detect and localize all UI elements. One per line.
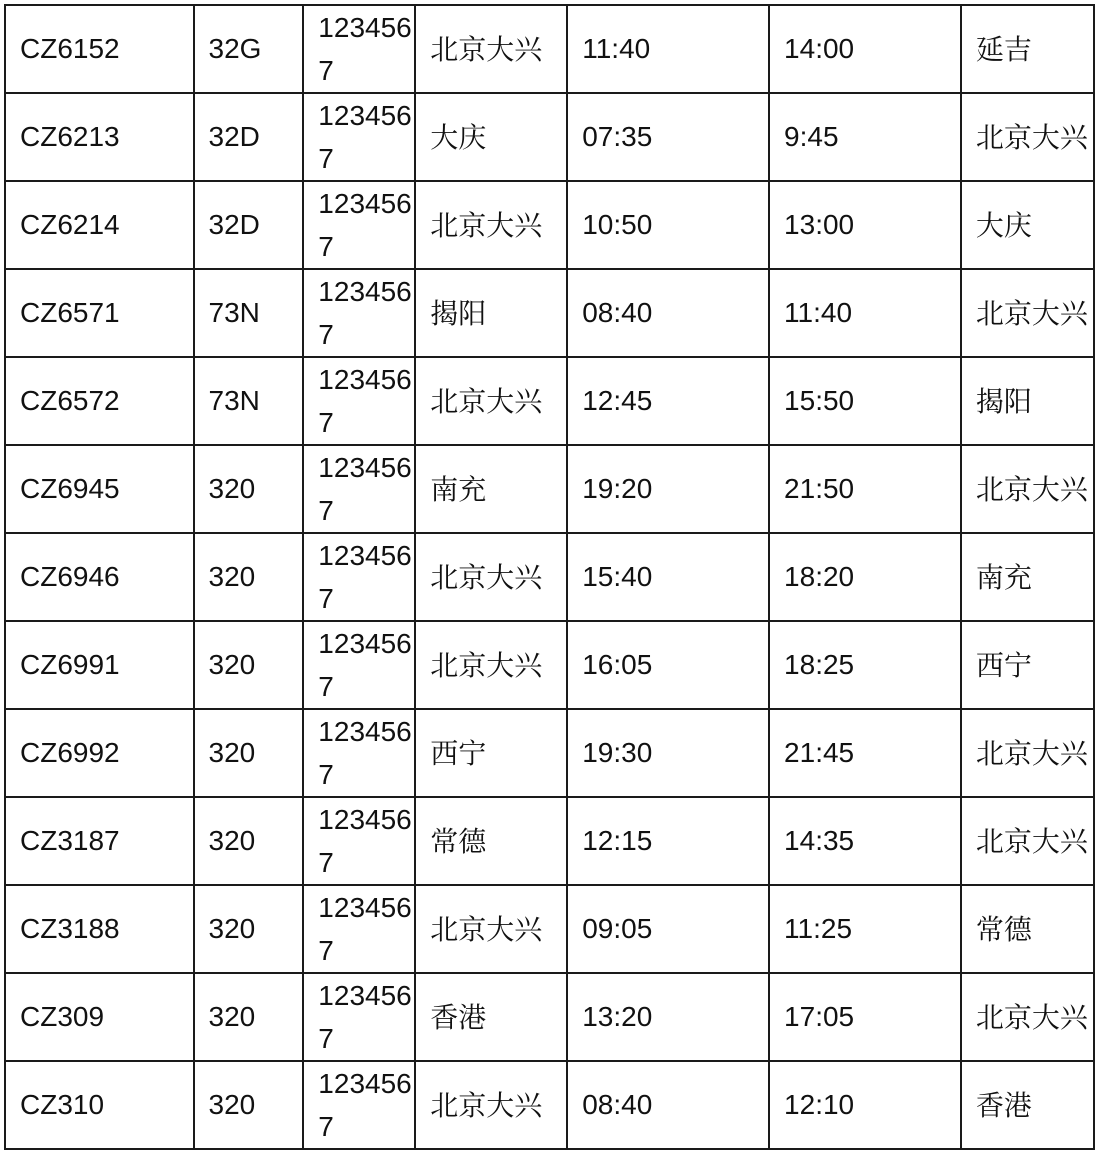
departure-time-cell: 13:20 bbox=[567, 973, 769, 1061]
destination-cell: 北京大兴 bbox=[961, 709, 1094, 797]
aircraft-type-cell: 320 bbox=[194, 973, 304, 1061]
arrival-time-cell: 13:00 bbox=[769, 181, 961, 269]
table-row bbox=[5, 357, 1094, 445]
destination-cell: 南充 bbox=[961, 533, 1094, 621]
origin-cell: 西宁 bbox=[415, 709, 567, 797]
table-row bbox=[5, 885, 1094, 973]
departure-time-cell: 08:40 bbox=[567, 269, 769, 357]
flight-number-cell: CZ6214 bbox=[5, 181, 194, 269]
origin-cell: 北京大兴 bbox=[415, 357, 567, 445]
destination-cell: 延吉 bbox=[961, 5, 1094, 93]
flight-number-cell: CZ6946 bbox=[5, 533, 194, 621]
arrival-time-cell: 21:50 bbox=[769, 445, 961, 533]
aircraft-type-cell: 320 bbox=[194, 885, 304, 973]
destination-cell: 西宁 bbox=[961, 621, 1094, 709]
operating-days-cell: 1234567 bbox=[303, 885, 415, 973]
departure-time-cell: 10:50 bbox=[567, 181, 769, 269]
origin-cell: 揭阳 bbox=[415, 269, 567, 357]
operating-days-cell: 1234567 bbox=[303, 5, 415, 93]
operating-days-cell: 1234567 bbox=[303, 445, 415, 533]
arrival-time-cell: 11:25 bbox=[769, 885, 961, 973]
origin-cell: 北京大兴 bbox=[415, 5, 567, 93]
operating-days-cell: 1234567 bbox=[303, 533, 415, 621]
arrival-time-cell: 18:20 bbox=[769, 533, 961, 621]
operating-days-cell: 1234567 bbox=[303, 269, 415, 357]
destination-cell: 北京大兴 bbox=[961, 797, 1094, 885]
flight-number-cell: CZ309 bbox=[5, 973, 194, 1061]
origin-cell: 北京大兴 bbox=[415, 621, 567, 709]
origin-cell: 大庆 bbox=[415, 93, 567, 181]
origin-cell: 香港 bbox=[415, 973, 567, 1061]
aircraft-type-cell: 320 bbox=[194, 621, 304, 709]
flight-number-cell: CZ3188 bbox=[5, 885, 194, 973]
origin-cell: 北京大兴 bbox=[415, 181, 567, 269]
departure-time-cell: 07:35 bbox=[567, 93, 769, 181]
aircraft-type-cell: 320 bbox=[194, 445, 304, 533]
table-row bbox=[5, 709, 1094, 797]
aircraft-type-cell: 320 bbox=[194, 533, 304, 621]
aircraft-type-cell: 320 bbox=[194, 709, 304, 797]
destination-cell: 北京大兴 bbox=[961, 93, 1094, 181]
origin-cell: 南充 bbox=[415, 445, 567, 533]
aircraft-type-cell: 320 bbox=[194, 797, 304, 885]
arrival-time-cell: 17:05 bbox=[769, 973, 961, 1061]
table-row bbox=[5, 973, 1094, 1061]
destination-cell: 北京大兴 bbox=[961, 445, 1094, 533]
origin-cell: 北京大兴 bbox=[415, 885, 567, 973]
departure-time-cell: 12:45 bbox=[567, 357, 769, 445]
destination-cell: 大庆 bbox=[961, 181, 1094, 269]
table-row bbox=[5, 269, 1094, 357]
destination-cell: 香港 bbox=[961, 1061, 1094, 1149]
table-row bbox=[5, 181, 1094, 269]
table-row bbox=[5, 1061, 1094, 1149]
operating-days-cell: 1234567 bbox=[303, 357, 415, 445]
table-row bbox=[5, 445, 1094, 533]
flight-number-cell: CZ6213 bbox=[5, 93, 194, 181]
flight-number-cell: CZ6152 bbox=[5, 5, 194, 93]
departure-time-cell: 09:05 bbox=[567, 885, 769, 973]
operating-days-cell: 1234567 bbox=[303, 709, 415, 797]
departure-time-cell: 19:30 bbox=[567, 709, 769, 797]
departure-time-cell: 15:40 bbox=[567, 533, 769, 621]
destination-cell: 揭阳 bbox=[961, 357, 1094, 445]
arrival-time-cell: 18:25 bbox=[769, 621, 961, 709]
departure-time-cell: 19:20 bbox=[567, 445, 769, 533]
aircraft-type-cell: 32D bbox=[194, 93, 304, 181]
arrival-time-cell: 15:50 bbox=[769, 357, 961, 445]
aircraft-type-cell: 320 bbox=[194, 1061, 304, 1149]
arrival-time-cell: 14:00 bbox=[769, 5, 961, 93]
aircraft-type-cell: 32D bbox=[194, 181, 304, 269]
departure-time-cell: 16:05 bbox=[567, 621, 769, 709]
table-row bbox=[5, 5, 1094, 93]
table-row bbox=[5, 93, 1094, 181]
operating-days-cell: 1234567 bbox=[303, 973, 415, 1061]
departure-time-cell: 08:40 bbox=[567, 1061, 769, 1149]
table-row bbox=[5, 797, 1094, 885]
flight-schedule-table bbox=[4, 4, 1095, 1150]
flight-number-cell: CZ6572 bbox=[5, 357, 194, 445]
flight-number-cell: CZ310 bbox=[5, 1061, 194, 1149]
arrival-time-cell: 21:45 bbox=[769, 709, 961, 797]
aircraft-type-cell: 73N bbox=[194, 269, 304, 357]
operating-days-cell: 1234567 bbox=[303, 621, 415, 709]
destination-cell: 常德 bbox=[961, 885, 1094, 973]
departure-time-cell: 11:40 bbox=[567, 5, 769, 93]
arrival-time-cell: 9:45 bbox=[769, 93, 961, 181]
table-row bbox=[5, 621, 1094, 709]
operating-days-cell: 1234567 bbox=[303, 181, 415, 269]
flight-number-cell: CZ6992 bbox=[5, 709, 194, 797]
aircraft-type-cell: 73N bbox=[194, 357, 304, 445]
flight-number-cell: CZ6991 bbox=[5, 621, 194, 709]
schedule-body bbox=[5, 5, 1094, 1149]
origin-cell: 北京大兴 bbox=[415, 533, 567, 621]
operating-days-cell: 1234567 bbox=[303, 93, 415, 181]
origin-cell: 常德 bbox=[415, 797, 567, 885]
destination-cell: 北京大兴 bbox=[961, 973, 1094, 1061]
flight-number-cell: CZ6945 bbox=[5, 445, 194, 533]
destination-cell: 北京大兴 bbox=[961, 269, 1094, 357]
arrival-time-cell: 12:10 bbox=[769, 1061, 961, 1149]
flight-number-cell: CZ3187 bbox=[5, 797, 194, 885]
table-row bbox=[5, 533, 1094, 621]
flight-number-cell: CZ6571 bbox=[5, 269, 194, 357]
operating-days-cell: 1234567 bbox=[303, 797, 415, 885]
operating-days-cell: 1234567 bbox=[303, 1061, 415, 1149]
origin-cell: 北京大兴 bbox=[415, 1061, 567, 1149]
aircraft-type-cell: 32G bbox=[194, 5, 304, 93]
arrival-time-cell: 11:40 bbox=[769, 269, 961, 357]
departure-time-cell: 12:15 bbox=[567, 797, 769, 885]
arrival-time-cell: 14:35 bbox=[769, 797, 961, 885]
